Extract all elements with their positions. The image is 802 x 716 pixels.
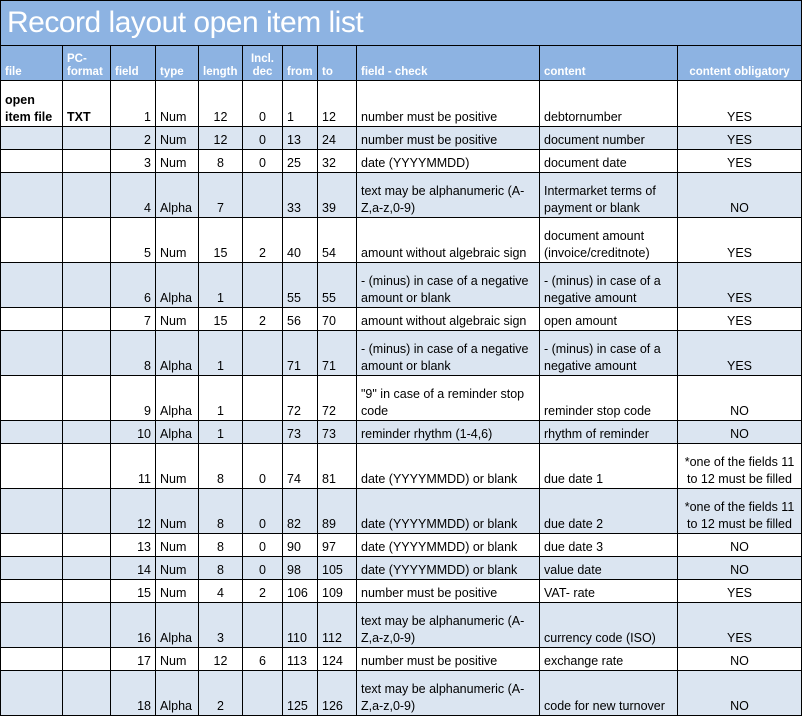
cell-length: 15 bbox=[199, 308, 243, 331]
cell-type: Num bbox=[156, 648, 199, 671]
cell-to: 89 bbox=[318, 489, 357, 534]
cell-type: Num bbox=[156, 308, 199, 331]
cell-pc-format bbox=[63, 671, 111, 716]
cell-field: 14 bbox=[111, 557, 156, 580]
table-row bbox=[1, 421, 802, 444]
cell-file bbox=[1, 534, 63, 557]
col-header-type: type bbox=[156, 46, 199, 81]
cell-from: 110 bbox=[283, 603, 318, 648]
cell-file bbox=[1, 218, 63, 263]
column-header-row bbox=[1, 46, 802, 81]
cell-file bbox=[1, 127, 63, 150]
cell-type: Alpha bbox=[156, 603, 199, 648]
cell-length: 8 bbox=[199, 534, 243, 557]
col-header-file: file bbox=[1, 46, 63, 81]
table-row bbox=[1, 150, 802, 173]
cell-pc-format bbox=[63, 648, 111, 671]
cell-content-obligatory: YES bbox=[678, 263, 802, 308]
cell-to: 39 bbox=[318, 173, 357, 218]
cell-field-check: date (YYYYMMDD) or blank bbox=[357, 489, 540, 534]
cell-length: 1 bbox=[199, 331, 243, 376]
cell-content-obligatory: YES bbox=[678, 127, 802, 150]
cell-type: Num bbox=[156, 557, 199, 580]
cell-file bbox=[1, 421, 63, 444]
col-header-field-check: field - check bbox=[357, 46, 540, 81]
cell-length: 8 bbox=[199, 150, 243, 173]
cell-pc-format bbox=[63, 218, 111, 263]
cell-type: Num bbox=[156, 218, 199, 263]
cell-from: 55 bbox=[283, 263, 318, 308]
cell-content-obligatory: *one of the fields 11 to 12 must be filled bbox=[678, 444, 802, 489]
cell-to: 105 bbox=[318, 557, 357, 580]
cell-type: Alpha bbox=[156, 263, 199, 308]
cell-type: Num bbox=[156, 580, 199, 603]
cell-to: 73 bbox=[318, 421, 357, 444]
table-row bbox=[1, 263, 802, 308]
cell-content-obligatory: YES bbox=[678, 580, 802, 603]
cell-field: 18 bbox=[111, 671, 156, 716]
cell-field-check: number must be positive bbox=[357, 580, 540, 603]
cell-from: 56 bbox=[283, 308, 318, 331]
cell-field-check: text may be alphanumeric (A-Z,a-z,0-9) bbox=[357, 671, 540, 716]
cell-from: 13 bbox=[283, 127, 318, 150]
cell-content: reminder stop code bbox=[540, 376, 678, 421]
cell-field-check: date (YYYYMMDD) or blank bbox=[357, 444, 540, 489]
table-row bbox=[1, 376, 802, 421]
cell-type: Alpha bbox=[156, 376, 199, 421]
cell-from: 98 bbox=[283, 557, 318, 580]
cell-pc-format bbox=[63, 444, 111, 489]
cell-file bbox=[1, 580, 63, 603]
cell-type: Alpha bbox=[156, 671, 199, 716]
cell-content: document date bbox=[540, 150, 678, 173]
table-row bbox=[1, 331, 802, 376]
cell-content: currency code (ISO) bbox=[540, 603, 678, 648]
cell-content-obligatory: YES bbox=[678, 218, 802, 263]
cell-from: 33 bbox=[283, 173, 318, 218]
cell-pc-format bbox=[63, 308, 111, 331]
cell-field-check: text may be alphanumeric (A-Z,a-z,0-9) bbox=[357, 603, 540, 648]
cell-content-obligatory: YES bbox=[678, 331, 802, 376]
cell-from: 1 bbox=[283, 81, 318, 127]
cell-to: 81 bbox=[318, 444, 357, 489]
col-header-incl-dec: Incl. dec bbox=[243, 46, 283, 81]
col-header-pc-format: PC-format bbox=[63, 46, 111, 81]
cell-field-check: date (YYYYMMDD) bbox=[357, 150, 540, 173]
cell-content-obligatory: YES bbox=[678, 308, 802, 331]
cell-type: Num bbox=[156, 127, 199, 150]
cell-field: 9 bbox=[111, 376, 156, 421]
cell-content: VAT- rate bbox=[540, 580, 678, 603]
cell-incl-dec: 2 bbox=[243, 218, 283, 263]
cell-length: 1 bbox=[199, 421, 243, 444]
cell-length: 8 bbox=[199, 444, 243, 489]
cell-field-check: number must be positive bbox=[357, 81, 540, 127]
cell-field: 10 bbox=[111, 421, 156, 444]
cell-content: - (minus) in case of a negative amount bbox=[540, 331, 678, 376]
cell-to: 24 bbox=[318, 127, 357, 150]
cell-from: 74 bbox=[283, 444, 318, 489]
table-row bbox=[1, 671, 802, 716]
cell-content-obligatory: NO bbox=[678, 557, 802, 580]
cell-content-obligatory: NO bbox=[678, 648, 802, 671]
cell-content: Intermarket terms of payment or blank bbox=[540, 173, 678, 218]
cell-pc-format bbox=[63, 127, 111, 150]
cell-pc-format bbox=[63, 331, 111, 376]
cell-incl-dec bbox=[243, 331, 283, 376]
cell-field: 4 bbox=[111, 173, 156, 218]
cell-pc-format bbox=[63, 421, 111, 444]
cell-field-check: reminder rhythm (1-4,6) bbox=[357, 421, 540, 444]
cell-type: Num bbox=[156, 444, 199, 489]
cell-from: 71 bbox=[283, 331, 318, 376]
cell-incl-dec bbox=[243, 173, 283, 218]
cell-length: 7 bbox=[199, 173, 243, 218]
cell-length: 3 bbox=[199, 603, 243, 648]
cell-field: 15 bbox=[111, 580, 156, 603]
cell-field-check: - (minus) in case of a negative amount or blank bbox=[357, 263, 540, 308]
cell-content: exchange rate bbox=[540, 648, 678, 671]
cell-content: code for new turnover bbox=[540, 671, 678, 716]
cell-file bbox=[1, 173, 63, 218]
cell-content-obligatory: YES bbox=[678, 150, 802, 173]
cell-length: 8 bbox=[199, 489, 243, 534]
cell-field-check: "9" in case of a reminder stop code bbox=[357, 376, 540, 421]
cell-field: 12 bbox=[111, 489, 156, 534]
cell-incl-dec: 0 bbox=[243, 534, 283, 557]
cell-file bbox=[1, 376, 63, 421]
cell-field: 6 bbox=[111, 263, 156, 308]
table-row bbox=[1, 81, 802, 127]
cell-length: 1 bbox=[199, 263, 243, 308]
page-title: Record layout open item list bbox=[1, 1, 802, 46]
cell-pc-format bbox=[63, 534, 111, 557]
cell-file bbox=[1, 671, 63, 716]
cell-field-check: number must be positive bbox=[357, 127, 540, 150]
cell-pc-format bbox=[63, 557, 111, 580]
cell-type: Num bbox=[156, 534, 199, 557]
cell-length: 1 bbox=[199, 376, 243, 421]
cell-file bbox=[1, 603, 63, 648]
cell-length: 12 bbox=[199, 81, 243, 127]
col-header-to: to bbox=[318, 46, 357, 81]
cell-file: open item file bbox=[1, 81, 63, 127]
cell-type: Num bbox=[156, 150, 199, 173]
cell-field-check: date (YYYYMMDD) or blank bbox=[357, 557, 540, 580]
table-row bbox=[1, 603, 802, 648]
cell-incl-dec: 0 bbox=[243, 81, 283, 127]
cell-incl-dec: 2 bbox=[243, 308, 283, 331]
cell-content-obligatory: YES bbox=[678, 81, 802, 127]
cell-from: 40 bbox=[283, 218, 318, 263]
cell-pc-format bbox=[63, 376, 111, 421]
cell-from: 25 bbox=[283, 150, 318, 173]
cell-to: 124 bbox=[318, 648, 357, 671]
col-header-length: length bbox=[199, 46, 243, 81]
cell-file bbox=[1, 489, 63, 534]
cell-pc-format bbox=[63, 263, 111, 308]
cell-content: document number bbox=[540, 127, 678, 150]
cell-file bbox=[1, 331, 63, 376]
cell-from: 113 bbox=[283, 648, 318, 671]
cell-field: 2 bbox=[111, 127, 156, 150]
cell-field: 7 bbox=[111, 308, 156, 331]
table-row bbox=[1, 489, 802, 534]
cell-length: 8 bbox=[199, 557, 243, 580]
cell-content-obligatory: NO bbox=[678, 671, 802, 716]
cell-incl-dec bbox=[243, 421, 283, 444]
col-header-content: content bbox=[540, 46, 678, 81]
cell-content: due date 2 bbox=[540, 489, 678, 534]
cell-to: 109 bbox=[318, 580, 357, 603]
table-row bbox=[1, 127, 802, 150]
cell-content: due date 1 bbox=[540, 444, 678, 489]
cell-from: 90 bbox=[283, 534, 318, 557]
cell-field: 11 bbox=[111, 444, 156, 489]
cell-incl-dec: 2 bbox=[243, 580, 283, 603]
table-body bbox=[1, 81, 802, 716]
cell-to: 126 bbox=[318, 671, 357, 716]
cell-incl-dec: 0 bbox=[243, 557, 283, 580]
col-header-content-obligatory: content obligatory bbox=[678, 46, 802, 81]
cell-incl-dec: 0 bbox=[243, 150, 283, 173]
cell-type: Alpha bbox=[156, 173, 199, 218]
cell-field: 17 bbox=[111, 648, 156, 671]
cell-to: 71 bbox=[318, 331, 357, 376]
cell-from: 82 bbox=[283, 489, 318, 534]
cell-pc-format bbox=[63, 173, 111, 218]
cell-file bbox=[1, 557, 63, 580]
table-row bbox=[1, 534, 802, 557]
cell-to: 70 bbox=[318, 308, 357, 331]
cell-incl-dec bbox=[243, 671, 283, 716]
cell-field: 13 bbox=[111, 534, 156, 557]
cell-from: 106 bbox=[283, 580, 318, 603]
cell-length: 2 bbox=[199, 671, 243, 716]
cell-file bbox=[1, 648, 63, 671]
cell-incl-dec bbox=[243, 603, 283, 648]
cell-field-check: amount without algebraic sign bbox=[357, 308, 540, 331]
cell-to: 32 bbox=[318, 150, 357, 173]
cell-content: value date bbox=[540, 557, 678, 580]
table-row bbox=[1, 580, 802, 603]
cell-to: 55 bbox=[318, 263, 357, 308]
cell-field-check: number must be positive bbox=[357, 648, 540, 671]
cell-from: 72 bbox=[283, 376, 318, 421]
cell-incl-dec: 0 bbox=[243, 489, 283, 534]
cell-file bbox=[1, 263, 63, 308]
cell-content: rhythm of reminder bbox=[540, 421, 678, 444]
cell-pc-format bbox=[63, 603, 111, 648]
cell-to: 72 bbox=[318, 376, 357, 421]
table-row bbox=[1, 308, 802, 331]
table-row bbox=[1, 648, 802, 671]
cell-to: 54 bbox=[318, 218, 357, 263]
cell-to: 12 bbox=[318, 81, 357, 127]
cell-field-check: amount without algebraic sign bbox=[357, 218, 540, 263]
table-row bbox=[1, 444, 802, 489]
cell-field: 3 bbox=[111, 150, 156, 173]
col-header-from: from bbox=[283, 46, 318, 81]
table-row bbox=[1, 173, 802, 218]
cell-field: 16 bbox=[111, 603, 156, 648]
cell-length: 15 bbox=[199, 218, 243, 263]
cell-from: 125 bbox=[283, 671, 318, 716]
cell-incl-dec: 0 bbox=[243, 127, 283, 150]
cell-field: 1 bbox=[111, 81, 156, 127]
table-row bbox=[1, 218, 802, 263]
cell-content: document amount (invoice/creditnote) bbox=[540, 218, 678, 263]
cell-incl-dec bbox=[243, 376, 283, 421]
cell-file bbox=[1, 150, 63, 173]
cell-incl-dec: 0 bbox=[243, 444, 283, 489]
cell-length: 12 bbox=[199, 127, 243, 150]
cell-content-obligatory: NO bbox=[678, 173, 802, 218]
cell-type: Num bbox=[156, 489, 199, 534]
cell-content-obligatory: NO bbox=[678, 534, 802, 557]
table-row bbox=[1, 557, 802, 580]
cell-field: 8 bbox=[111, 331, 156, 376]
cell-incl-dec bbox=[243, 263, 283, 308]
cell-content-obligatory: NO bbox=[678, 376, 802, 421]
cell-file bbox=[1, 308, 63, 331]
cell-pc-format: TXT bbox=[63, 81, 111, 127]
cell-content: - (minus) in case of a negative amount bbox=[540, 263, 678, 308]
cell-type: Alpha bbox=[156, 421, 199, 444]
cell-file bbox=[1, 444, 63, 489]
cell-to: 97 bbox=[318, 534, 357, 557]
cell-content-obligatory: NO bbox=[678, 421, 802, 444]
cell-content: debtornumber bbox=[540, 81, 678, 127]
cell-from: 73 bbox=[283, 421, 318, 444]
cell-content: open amount bbox=[540, 308, 678, 331]
cell-field-check: text may be alphanumeric (A-Z,a-z,0-9) bbox=[357, 173, 540, 218]
cell-pc-format bbox=[63, 489, 111, 534]
cell-pc-format bbox=[63, 580, 111, 603]
cell-content-obligatory: YES bbox=[678, 603, 802, 648]
cell-length: 4 bbox=[199, 580, 243, 603]
cell-content-obligatory: *one of the fields 11 to 12 must be filled bbox=[678, 489, 802, 534]
cell-field-check: date (YYYYMMDD) or blank bbox=[357, 534, 540, 557]
cell-type: Num bbox=[156, 81, 199, 127]
cell-to: 112 bbox=[318, 603, 357, 648]
cell-field: 5 bbox=[111, 218, 156, 263]
cell-incl-dec: 6 bbox=[243, 648, 283, 671]
col-header-field: field bbox=[111, 46, 156, 81]
cell-type: Alpha bbox=[156, 331, 199, 376]
cell-pc-format bbox=[63, 150, 111, 173]
cell-content: due date 3 bbox=[540, 534, 678, 557]
cell-field-check: - (minus) in case of a negative amount or blank bbox=[357, 331, 540, 376]
cell-length: 12 bbox=[199, 648, 243, 671]
